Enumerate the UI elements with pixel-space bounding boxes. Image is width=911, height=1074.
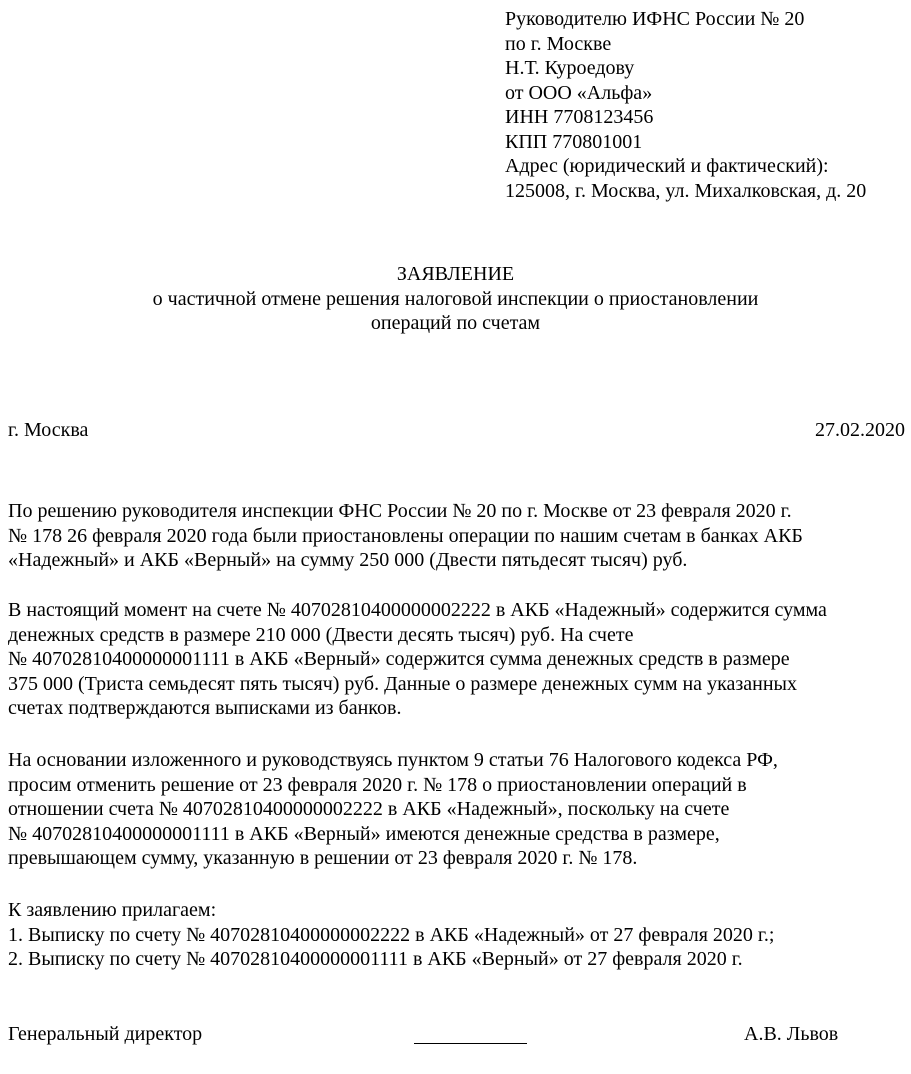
body-paragraph — [8, 748, 908, 871]
paragraph-line: просим отменить решение от 23 февраля 2020 г. № 178 о приостановлении операций в — [8, 773, 747, 796]
attachment-item: 1. Выписку по счету № 40702810400000002222 в АКБ «Надежный» от 27 февраля 2020 г.; — [8, 923, 775, 946]
attachment-item: 2. Выписку по счету № 40702810400000001111 в АКБ «Верный» от 27 февраля 2020 г. — [8, 948, 743, 970]
attachments-intro: К заявлению прилагаем: — [8, 899, 217, 921]
addressee-line: Руководителю ИФНС России № 20 — [505, 8, 805, 30]
paragraph-line: превышающем сумму, указанную в решении от 23 февраля 2020 г. № 178. — [8, 847, 638, 869]
paragraph-line: № 40702810400000001111 в АКБ «Верный» имеются денежные средства в размере, — [8, 822, 720, 845]
document-title: ЗАЯВЛЕНИЕ — [396, 263, 515, 285]
addressee-block — [505, 7, 911, 203]
paragraph-line: «Надежный» и АКБ «Верный» на сумму 250 000 (Двести пятьдесят тысяч) руб. — [8, 549, 688, 571]
signature-line — [414, 1043, 527, 1044]
addressee-line: Н.Т. Куроедову — [505, 57, 635, 79]
addressee-line: от ООО «Альфа» — [505, 81, 653, 104]
addressee-line: по г. Москве — [505, 32, 612, 55]
paragraph-line: По решению руководителя инспекции ФНС России № 20 по г. Москве от 23 февраля 2020 г. — [8, 500, 792, 522]
addressee-line: 125008, г. Москва, ул. Михалковская, д. 20 — [505, 179, 867, 202]
attachments-block — [8, 898, 908, 972]
paragraph-line: В настоящий момент на счете № 40702810400000002222 в АКБ «Надежный» содержится сумма — [8, 599, 827, 621]
addressee-line: КПП 770801001 — [505, 130, 643, 153]
paragraph-line: № 40702810400000001111 в АКБ «Верный» содержится сумма денежных средств в размере — [8, 648, 790, 670]
body-paragraph — [8, 598, 908, 721]
paragraph-line: счетах подтверждаются выписками из банков. — [8, 697, 402, 719]
date: 27.02.2020 — [815, 419, 905, 441]
document-title-block — [0, 262, 911, 336]
signatory-role: Генеральный директор — [8, 1023, 203, 1045]
place: г. Москва — [8, 419, 89, 441]
paragraph-line: отношении счета № 40702810400000002222 в АКБ «Надежный», поскольку на счете — [8, 798, 730, 820]
paragraph-line: № 178 26 февраля 2020 года были приостановлены операции по нашим счетам в банках АКБ — [8, 524, 803, 547]
signatory-name: А.В. Львов — [744, 1023, 839, 1045]
paragraph-line: денежных средств в размере 210 000 (Двести десять тысяч) руб. На счете — [8, 623, 634, 646]
paragraph-line: На основании изложенного и руководствуясь пунктом 9 статьи 76 Налогового кодекса РФ, — [8, 749, 778, 771]
document-subtitle-line: операций по счетам — [370, 312, 541, 334]
signature-row — [8, 1022, 908, 1052]
body-paragraph — [8, 499, 908, 573]
addressee-line: ИНН 7708123456 — [505, 106, 654, 128]
addressee-line: Адрес (юридический и фактический): — [505, 155, 829, 177]
paragraph-line: 375 000 (Триста семьдесят пять тысяч) руб. Данные о размере денежных сумм на указанных — [8, 672, 797, 695]
document-subtitle-line: о частичной отмене решения налоговой инспекции о приостановлении — [152, 287, 759, 310]
